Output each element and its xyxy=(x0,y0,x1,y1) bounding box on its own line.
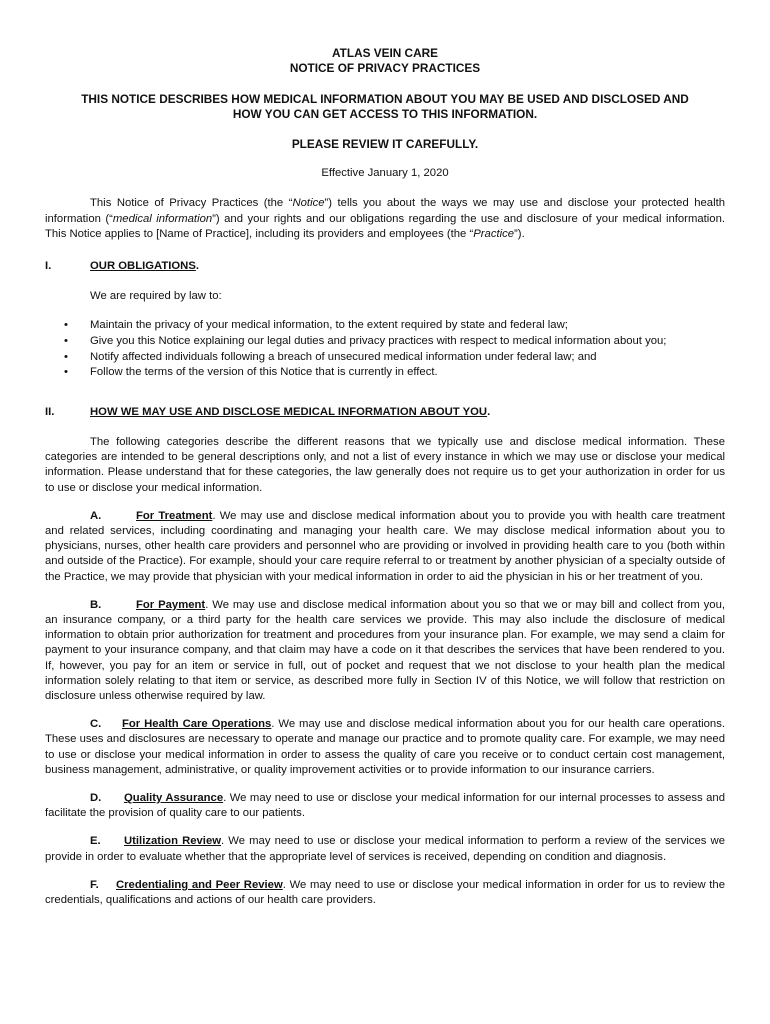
subsection-f-heading: Credentialing and Peer Review xyxy=(116,878,283,891)
subsection-a-heading: For Treatment xyxy=(136,509,213,522)
practice-term: Practice xyxy=(473,227,515,240)
notice-term: Notice xyxy=(292,197,325,210)
subsection-d-heading: Quality Assurance xyxy=(124,792,224,805)
section-2-intro: The following categories describe the different reasons that we typically use and disclose medical information. These categories are intended to be general descriptions only, and not a list of every instance in which we may use or disclose your medical information. Please understand that for these categories, the law generally does not require us to get your authorization in order for us to use or disclose your medical information. xyxy=(45,436,725,494)
subsection-e xyxy=(45,834,725,864)
notice-description-line1: THIS NOTICE DESCRIBES HOW MEDICAL INFORMATION ABOUT YOU MAY BE USED AND DISCLOSED AND xyxy=(81,92,689,106)
subsection-d-letter: D. xyxy=(90,792,102,805)
section-1-heading xyxy=(45,259,725,274)
subsection-e-letter: E. xyxy=(90,835,101,848)
subsection-f-text: . We may need to use or disclose your medical information in order for us to review the credentials, qualifications and actions of our health care providers. xyxy=(45,878,725,907)
list-item-text: Follow the terms of the version of this Notice that is currently in effect. xyxy=(90,366,438,379)
list-item-text: Give you this Notice explaining our legal duties and privacy practices with respect to medical information about you; xyxy=(90,335,667,348)
document-title: NOTICE OF PRIVACY PRACTICES xyxy=(289,61,481,75)
subsection-c-letter: C. xyxy=(90,718,102,731)
medical-information-term: medical information xyxy=(112,212,213,225)
subsection-d xyxy=(45,791,725,821)
review-notice: PLEASE REVIEW IT CAREFULLY. xyxy=(291,137,479,151)
bullet-icon: • xyxy=(64,335,68,348)
intro-paragraph xyxy=(45,196,725,242)
section-1-lead: We are required by law to: xyxy=(90,290,222,303)
section-1-title-period: . xyxy=(195,260,199,273)
subsection-b-letter: B. xyxy=(90,598,102,611)
intro-text-b: ”) tells you about the ways we may use and disclose your protected health information (“ xyxy=(45,197,726,225)
org-name: ATLAS VEIN CARE xyxy=(332,46,438,60)
subsection-b xyxy=(45,598,725,704)
section-2-title: HOW WE MAY USE AND DISCLOSE MEDICAL INFORMATION ABOUT YOU xyxy=(90,405,488,418)
list-item xyxy=(45,365,725,381)
effective-date: Effective January 1, 2020 xyxy=(321,167,449,180)
notice-description-line2: HOW YOU CAN GET ACCESS TO THIS INFORMATION. xyxy=(232,107,538,121)
section-2-title-period: . xyxy=(487,405,491,418)
subsection-b-heading: For Payment xyxy=(136,598,206,611)
list-item-text: Maintain the privacy of your medical information, to the extent required by state and federal law; xyxy=(90,319,568,332)
notice-description xyxy=(45,92,725,122)
subsection-d-text: . We may need to use or disclose your medical information for our internal processes to assess and facilitate the provision of quality care to our patients. xyxy=(45,792,725,820)
section-2-number: II. xyxy=(45,405,55,418)
bullet-icon: • xyxy=(64,350,68,363)
subsection-e-text: . We may need to use or disclose your medical information to perform a review of the services we provide in order to evaluate whether that the appropriate level of services is received, depending on condition and diagnosis. xyxy=(45,835,725,863)
intro-text-a: This Notice of Privacy Practices (the “ xyxy=(90,197,293,210)
subsection-a xyxy=(45,509,725,585)
section-1-title: OUR OBLIGATIONS xyxy=(90,260,196,273)
document-page xyxy=(45,46,725,908)
bullet-icon: • xyxy=(64,319,68,332)
subsection-c-text: . We may use and disclose medical information about you for our health care operations. These uses and disclosures are necessary to operate and manage our practice and to promote quality care. For example, we may need to use or disclose your medical information in order to assess the quality of care you receive or to conduct certain cost management, business management, administrative, or quality improvement activities or to provide information to our insurance carriers. xyxy=(45,718,725,776)
subsection-c-heading: For Health Care Operations xyxy=(122,718,272,731)
list-item xyxy=(45,318,725,334)
section-1-number: I. xyxy=(45,260,52,273)
list-item xyxy=(45,334,725,350)
subsection-e-heading: Utilization Review xyxy=(124,835,222,848)
intro-text-d: ”). xyxy=(514,227,525,240)
intro-text-c: ”) and your rights and our obligations regarding the use and disclosure of your medical information. This Notice applies to [Name of Practice], including its providers and employees (the “ xyxy=(45,212,725,240)
list-item xyxy=(45,350,725,366)
subsection-b-text: . We may use and disclose medical information about you so that we or may bill and collect from you, an insurance company, or a third party for the health care services we provide. This may also include the disclosure of medical information to obtain prior authorization for treatment and procedures from your insurance plan. For example, we may send a claim for payment to your insurance company, and that claim may have a code on it that describes the services that have been rendered to you. If, however, you pay for an item or service in full, out of pocket and request that we not disclose to your health plan the medical information solely relating to that item or service, as described more fully in Section IV of this Notice, we will follow that restriction on disclosure unless otherwise required by law. xyxy=(45,598,725,703)
obligations-list xyxy=(45,318,725,380)
subsection-f-letter: F. xyxy=(90,878,99,891)
subsection-a-text: . We may use and disclose medical information about you to provide you with health care treatment and related services, including coordinating and managing your health care. We may disclose medical information about you to physicians, nurses, other health care providers and personnel who are providing or involved in providing health care to you (both within and outside of the Practice). For example, should your care require referral to or treatment by another physician of a specialty outside of the Practice, we may provide that physician with your medical information in order to aid the physician in his or her treatment of you. xyxy=(45,509,725,583)
subsection-c xyxy=(45,717,725,778)
subsection-a-letter: A. xyxy=(90,509,102,522)
bullet-icon: • xyxy=(64,366,68,379)
list-item-text: Notify affected individuals following a breach of unsecured medical information under federal law; and xyxy=(90,350,597,363)
subsection-f xyxy=(45,878,725,908)
section-2-heading xyxy=(45,405,725,420)
